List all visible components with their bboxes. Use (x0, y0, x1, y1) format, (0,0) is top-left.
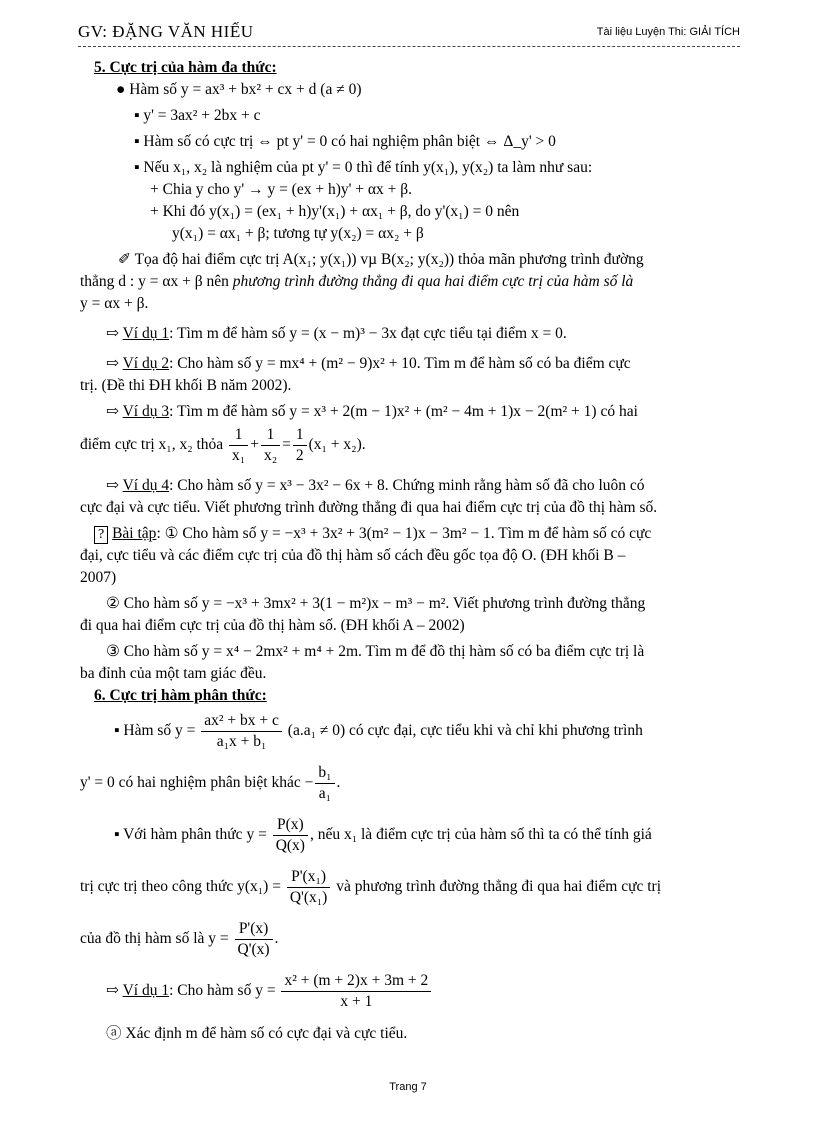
exercise-1: ? Bài tập: ① Cho hàm số y = −x³ + 3x² + 3(m² − 1)x − 3m² − 1. Tìm m để hàm số có cực (94, 523, 754, 545)
section-6-line-2: y' = 0 có hai nghiệm phân biệt khác − $\frac{\text{b₁}}{\text{a₁}}$ . (80, 763, 341, 802)
exercise-1-cont: đại, cực tiểu và các điểm cực trị của đồ thị hàm số cách đều gốc tọa độ O. (ĐH khối B – (80, 547, 626, 564)
fraction: $\frac{P(x)}{Q(x)}$ (273, 815, 308, 856)
example-4: ⇨ Ví dụ 4: Cho hàm số y = x³ − 3x² − 6x + 8. Chứng minh rằng hàm số đã cho luôn có (106, 477, 645, 494)
note-line-1: ✐ Tọa độ hai điểm cực trị A(x₁; y(x₁)) vµ B(x₂; y(x₂)) thỏa mãn phương trình đường (118, 251, 644, 268)
section-5-function: ● Hàm số y = ax³ + bx² + cx + d (a ≠ 0) (116, 81, 362, 98)
division-line: + Chia y cho y' → y = (ex + h)y' + αx + β. (150, 181, 413, 198)
section-6-function: ▪ Hàm số y = $\frac{\text{ax² + bx + c}}{\text{a₁x + b₁}}$ (a.a₁ ≠ 0) có cực đại, cực tiểu khi và chỉ khi phương trình (114, 711, 643, 750)
page-number: Trang 7 (389, 1081, 427, 1093)
example-1: ⇨ Ví dụ 1: Tìm m để hàm số y = (x − m)³ − 3x đạt cực tiểu tại điểm x = 0. (106, 325, 567, 342)
if-line: ▪ Nếu x₁, x₂ là nghiệm của pt y' = 0 thì để tính y(x₁), y(x₂) ta làm như sau: (134, 159, 593, 176)
section-5-title: 5. Cực trị của hàm đa thức: (94, 59, 277, 76)
exercise-3-cont: ba đỉnh của một tam giác đều. (80, 665, 267, 682)
example-3: ⇨ Ví dụ 3: Tìm m để hàm số y = x³ + 2(m − 1)x² + (m² − 4m + 1)x − 2(m² + 1) có hai (106, 403, 638, 420)
example-2-cont: trị. (Đề thi ĐH khối B năm 2002). (80, 377, 292, 394)
exercise-2-cont: đi qua hai điểm cực trị của đồ thị hàm số. (ĐH khối A – 2002) (80, 617, 465, 634)
section-6-title: 6. Cực trị hàm phân thức: (94, 687, 267, 704)
fraction: $\frac{1}{2}$ (293, 425, 307, 466)
condition-line: ▪ Hàm số có cực trị ⇔ pt y' = 0 có hai nghiệm phân biệt ⇔ Δ_y' > 0 (134, 133, 556, 150)
example-2: ⇨ Ví dụ 2: Cho hàm số y = mx⁴ + (m² − 9)x² + 10. Tìm m để hàm số có ba điểm cực (106, 355, 631, 372)
example-3-cont: điểm cực trị x₁, x₂ thỏa $\frac{1}{\text{x₁}}$ + $\frac{1}{\text{x₂}}$ = $\frac{1}{2}$ (x₁ + x₂). (80, 425, 366, 464)
fraction: $\frac{1}{\text{x₂}}$ (261, 425, 280, 466)
exercise-2: ② Cho hàm số y = −x³ + 3mx² + 3(1 − m²)x − m³ − m². Viết phương trình đường thẳng (106, 595, 646, 612)
note-line-2: thẳng d : y = αx + β nên phương trình đường thẳng đi qua hai điểm cực trị của hàm số là (80, 273, 634, 290)
then-line: + Khi đó y(x₁) = (ex₁ + h)y'(x₁) + αx₁ + β, do y'(x₁) = 0 nên (150, 203, 520, 220)
example-4-cont: cực đại và cực tiểu. Viết phương trình đường thẳng đi qua hai điểm cực trị của đồ thị hàm số. (80, 499, 658, 516)
fraction: $\frac{\text{ax² + bx + c}}{\text{a₁x + b₁}}$ (201, 711, 282, 752)
question-box-icon: ? (94, 526, 108, 544)
result-line: y(x₁) = αx₁ + β; tương tự y(x₂) = αx₂ + β (172, 225, 424, 242)
fraction: $\frac{\text{b₁}}{\text{a₁}}$ (315, 763, 334, 804)
fraction: $\frac{1}{\text{x₁}}$ (229, 425, 248, 466)
fraction: $\frac{\text{x² + (m + 2)x + 3m + 2}}{x + 1}$ (281, 971, 431, 1012)
section-6-line-3: ▪ Với hàm phân thức y = $\frac{P(x)}{Q(x)}$ , nếu x₁ là điểm cực trị của hàm số thì ta có thể tính giá (114, 815, 652, 854)
fraction: $\frac{\text{P'(x₁)}}{\text{Q'(x₁)}}$ (287, 867, 330, 908)
document-title: Tài liệu Luyện Thi: GIẢI TÍCH (596, 26, 740, 38)
exercise-1-year: 2007) (80, 569, 117, 586)
fraction: $\frac{P'(x)}{Q'(x)}$ (235, 919, 273, 960)
derivative-line: ▪ y' = 3ax² + 2bx + c (134, 107, 261, 124)
note-line-3: y = αx + β. (80, 295, 149, 312)
section-6-example-1-a: ⓐ Xác định m để hàm số có cực đại và cực tiểu. (106, 1025, 408, 1042)
page-content (80, 57, 740, 1045)
section-6-example-1: ⇨ Ví dụ 1: Cho hàm số y = $\frac{\text{x² + (m + 2)x + 3m + 2}}{x + 1}$ (106, 967, 766, 1015)
section-6-line-5: của đồ thị hàm số là y = $\frac{P'(x)}{Q'(x)}$ . (80, 919, 279, 958)
page-header (78, 22, 740, 48)
exercise-3: ③ Cho hàm số y = x⁴ − 2mx² + m⁴ + 2m. Tìm m để đồ thị hàm số có ba điểm cực trị là (106, 643, 645, 660)
author-label: GV: ĐẶNG VĂN HIẾU (78, 22, 254, 41)
header-divider (78, 46, 740, 47)
section-6-line-4: trị cực trị theo công thức y(x₁) = $\frac{\text{P'(x₁)}}{\text{Q'(x₁)}}$ và phương trình đường thẳng đi qua hai điểm cực trị (80, 867, 662, 906)
